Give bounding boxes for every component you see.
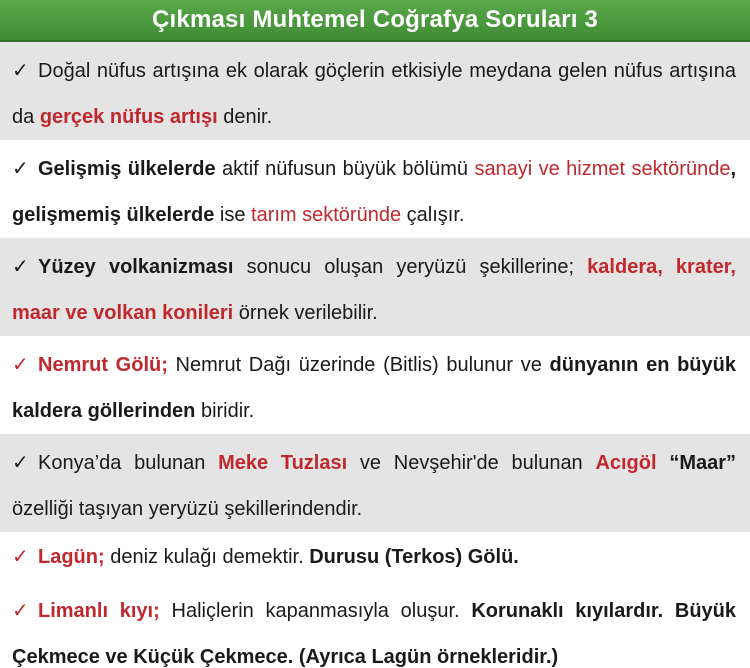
- list-item: [0, 140, 750, 238]
- item-highlight: sanayi ve hizmet sektöründe: [474, 158, 731, 180]
- check-icon: ✓: [12, 354, 29, 376]
- item-text: biridir.: [195, 400, 255, 422]
- item-highlight: Acıgöl: [595, 452, 657, 474]
- check-icon: ✓: [12, 600, 29, 622]
- item-bold: Gelişmiş ülkelerde: [38, 158, 216, 180]
- item-highlight: gerçek nüfus artışı: [39, 106, 218, 128]
- list-item: [0, 582, 750, 668]
- item-bold: Durusu (Terkos) Gölü.: [309, 546, 519, 568]
- item-bold: “Maar”: [669, 452, 737, 474]
- item-text: [657, 452, 670, 474]
- item-text: Konya’da bulunan: [38, 452, 219, 474]
- check-icon: ✓: [12, 158, 29, 180]
- item-bold: dünyanın en büyük kaldera göllerinden: [12, 354, 736, 422]
- item-highlight: Limanlı kıyı;: [38, 600, 160, 622]
- check-icon: ✓: [12, 256, 29, 278]
- item-text: Haliçlerin kapanmasıyla oluşur.: [159, 600, 472, 622]
- item-highlight: Lagün;: [38, 546, 105, 568]
- page-title: Çıkması Muhtemel Coğrafya Soruları 3: [0, 0, 750, 42]
- item-text: özelliği taşıyan yeryüzü şekillerindendir.: [12, 498, 363, 520]
- item-text: aktif nüfusun büyük bölümü: [215, 158, 475, 180]
- item-text: Doğal nüfus artışına ek olarak göçlerin etkisiyle meydana gelen nüfus artışına da: [12, 60, 736, 128]
- item-text: deniz kulağı demektir.: [104, 546, 310, 568]
- item-text: Nemrut Dağı üzerinde (Bitlis) bulunur ve: [167, 354, 550, 376]
- item-highlight: kaldera, krater, maar ve volkan konileri: [12, 256, 736, 324]
- item-highlight: Meke Tuzlası: [218, 452, 348, 474]
- item-text: örnek verilebilir.: [233, 302, 378, 324]
- item-highlight: Nemrut Gölü;: [38, 354, 168, 376]
- item-highlight: tarım sektöründe: [251, 204, 402, 226]
- list-item: [0, 42, 750, 140]
- item-text: ise: [214, 204, 252, 226]
- check-icon: ✓: [12, 60, 29, 82]
- item-text: çalışır.: [401, 204, 465, 226]
- list-item: [0, 434, 750, 532]
- check-icon: ✓: [12, 452, 29, 474]
- item-text: sonucu oluşan yeryüzü şekillerine;: [233, 256, 588, 278]
- list-item: [0, 336, 750, 434]
- check-icon: ✓: [12, 546, 29, 568]
- item-bold: gelişmemiş ülkelerde: [12, 204, 215, 226]
- item-bold: Korunaklı kıyılardır. Büyük Çekmece ve Küçük Çekmece. (Ayrıca Lagün örnekleridir.): [12, 600, 737, 668]
- item-text: ,: [730, 158, 736, 180]
- list-item: [0, 238, 750, 336]
- item-text: ve Nevşehir'de bulunan: [347, 452, 596, 474]
- list-item: [0, 532, 750, 582]
- item-bold: Yüzey volkanizması: [38, 256, 234, 278]
- item-text: denir.: [217, 106, 273, 128]
